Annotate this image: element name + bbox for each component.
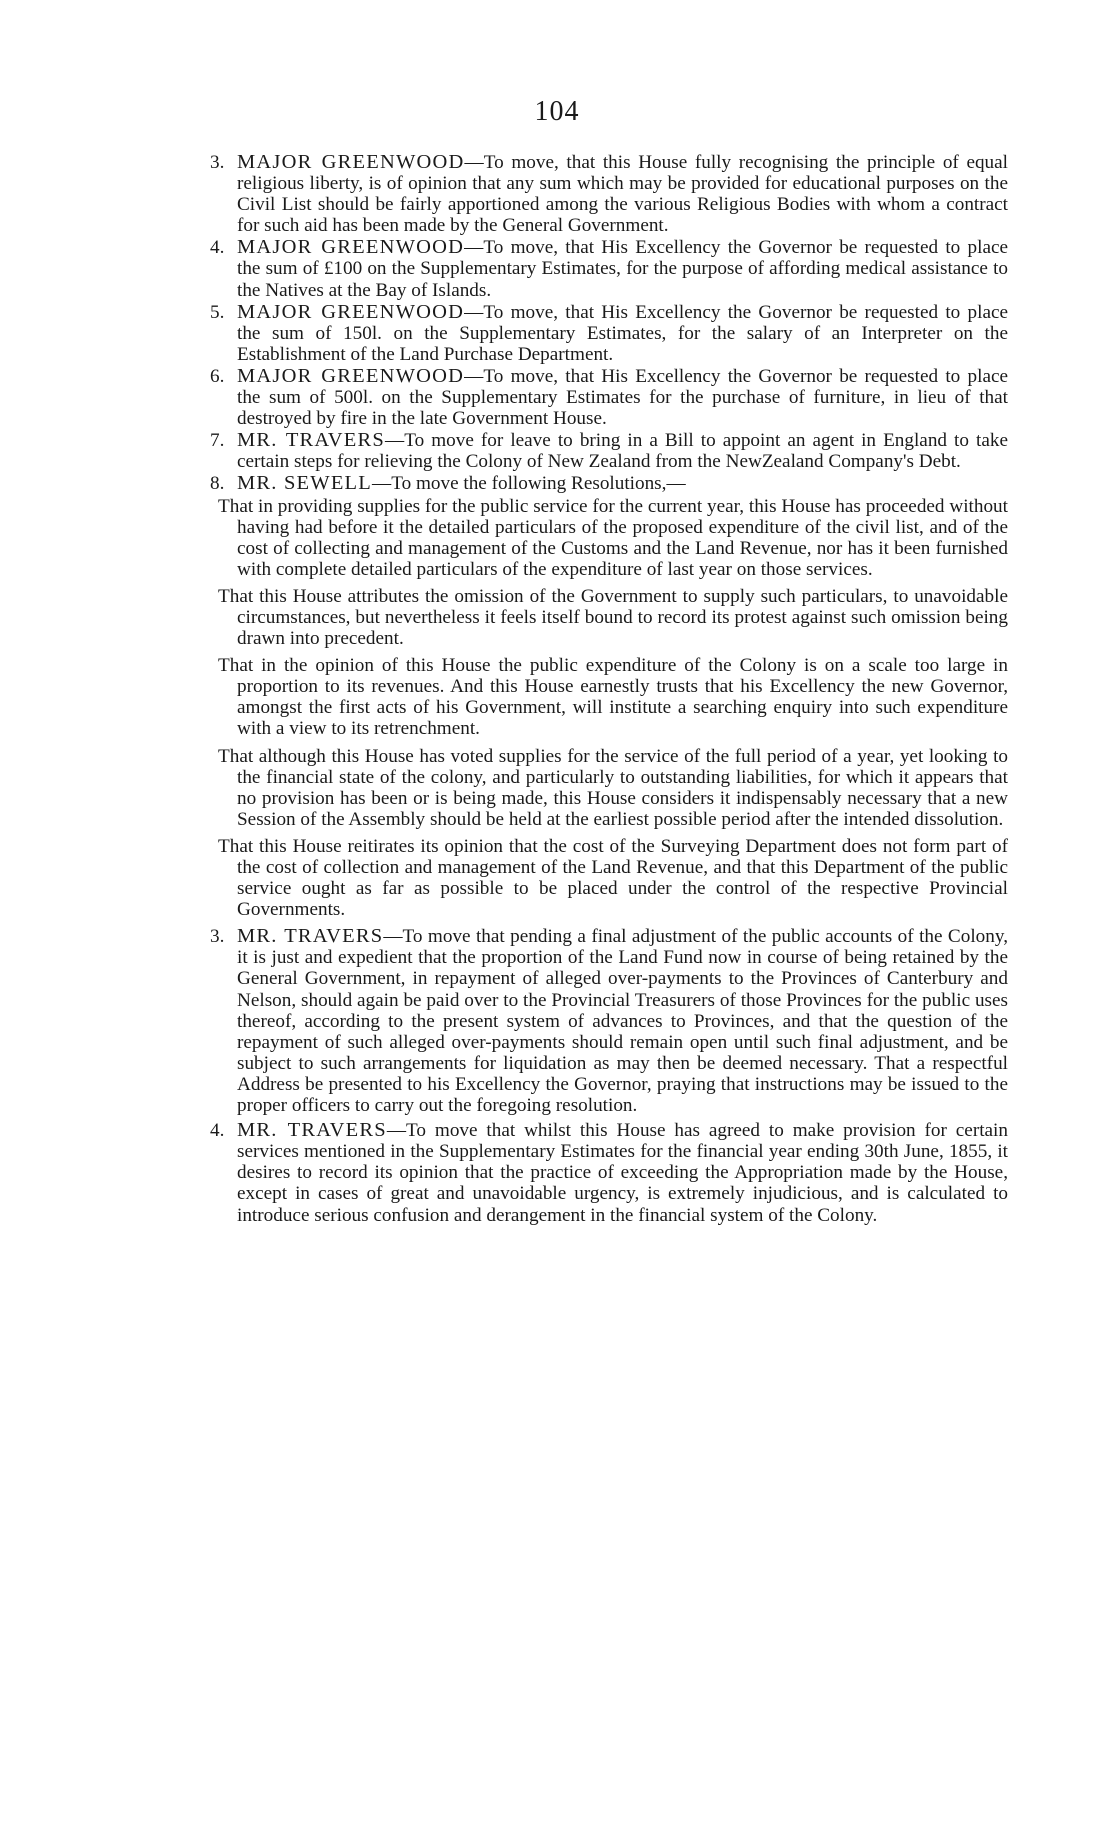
motion-text: —To move for leave to bring in a Bill to appoint an agent in England to take certain steps for relieving the Colony of New Zealand from the NewZealand Company's Debt.: [237, 430, 1008, 473]
motion-item: [210, 926, 1008, 1116]
motion-item: [210, 430, 1008, 472]
motion-item: [210, 237, 1008, 300]
motion-item: [210, 366, 1008, 429]
motion-mover: MR. SEWELL: [237, 472, 372, 495]
resolution-paragraph: That this House reitirates its opinion that the cost of the Surveying Department does not form part of the cost of collection and management of the Land Revenue, and that this Department of the public service ought as far as possible to be placed under the control of the respective Provincial Governments.: [218, 835, 1008, 921]
resolution-paragraph: That this House attributes the omission of the Government to supply such particulars, to unavoidable circumstances, but nevertheless it feels itself bound to record its protest against such omission being drawn into precedent.: [218, 585, 1008, 650]
page-number: 104: [534, 96, 580, 127]
resolution-paragraph: That in providing supplies for the public service for the current year, this House has proceeded without having had before it the detailed particulars of the proposed expenditure of the civil list, and of the cost of collecting and management of the Customs and the Land Revenue, nor has it been furnished with complete detailed particulars of the expenditure of last year on those services.: [218, 495, 1008, 580]
motion-text: —To move, that this House fully recognising the principle of equal religious liberty, is of opinion that any sum which may be provided for educational purposes on the Civil List should be fairly apportioned among the various Religious Bodies with whom a contract for such aid has been made by the General Government.: [237, 152, 1008, 237]
motion-text: —To move the following Resolutions,—: [372, 473, 686, 495]
motion-mover: MAJOR GREENWOOD: [237, 364, 465, 387]
order-paper-body: [210, 152, 1008, 1227]
motion-mover: MR. TRAVERS: [237, 925, 384, 948]
motion-text: —To move, that His Excellency the Governor be requested to place the sum of £100 on the Supplementary Estimates, for the purpose of affording medical assistance to the Natives at the Bay of Islands.: [237, 237, 1008, 301]
motion-item: [210, 152, 1008, 236]
motion-number: 3.: [210, 152, 225, 173]
motion-text: —To move that pending a final adjustment of the public accounts of the Colony, it is just and expedient that the proportion of the Land Fund now in course of being retained by the General Government, in repayment of alleged over-payments to the Provinces of Canterbury and Nelson, should again be paid over to the Provincial Treasurers of those Provinces for the public uses thereof, according to the present system of advances to Provinces, and that the question of the repayment of such alleged over-payments should remain open until such final adjustment, and be subject to such arrangements for liquidation as may then be deemed necessary. That a respectful Address be presented to his Excellency the Governor, praying that instructions may be issued to the proper officers to carry out the foregoing resolution.: [237, 926, 1008, 1117]
motion-number: 7.: [210, 430, 225, 452]
motion-item: [210, 1120, 1008, 1225]
motion-number: 4.: [210, 237, 225, 259]
motion-number: 3.: [210, 926, 225, 948]
motion-text: —To move, that His Excellency the Governor be requested to place the sum of 500l. on the Supplementary Estimates for the purchase of furniture, in lieu of that destroyed by fire in the late Government House.: [237, 365, 1008, 430]
motion-number: 8.: [210, 473, 225, 495]
motion-item: [210, 302, 1008, 365]
motion-text: —To move that whilst this House has agreed to make provision for certain services mentioned in the Supplementary Estimates for the financial year ending 30th June, 1855, it desires to record its opinion that the practice of exceeding the Appropriation made by the House, except in cases of great and unavoidable urgency, is extremely injudicious, and is calculated to introduce serious confusion and derangement in the financial system of the Colony.: [237, 1120, 1008, 1226]
resolution-paragraph: That although this House has voted supplies for the service of the full period of a year, yet looking to the financial state of the colony, and particularly to outstanding liabilities, for which it appears that no provision has been or is being made, this House considers it indispensably necessary that a new Session of the Assembly should be held at the earliest possible period after the intended dissolution.: [218, 745, 1008, 830]
motion-mover: MR. TRAVERS: [237, 1119, 387, 1142]
motion-mover: MAJOR GREENWOOD: [237, 151, 465, 173]
motion-text: —To move, that His Excellency the Governor be requested to place the sum of 150l. on the Supplementary Estimates, for the salary of an Interpreter on the Establishment of the Land Purchase Department.: [237, 301, 1008, 365]
resolution-paragraph: That in the opinion of this House the public expenditure of the Colony is on a scale too large in proportion to its revenues. And this House earnestly trusts that his Excellency the new Governor, amongst the first acts of his Government, will institute a searching enquiry into such expenditure with a view to its retrenchment.: [218, 655, 1008, 740]
motion-mover: MAJOR GREENWOOD: [237, 300, 465, 323]
motion-number: 5.: [210, 301, 225, 323]
motion-mover: MR. TRAVERS: [237, 429, 385, 452]
motion-item: [210, 473, 1008, 494]
motion-mover: MAJOR GREENWOOD: [237, 236, 465, 259]
motion-number: 6.: [210, 365, 225, 387]
motion-number: 4.: [210, 1120, 225, 1142]
